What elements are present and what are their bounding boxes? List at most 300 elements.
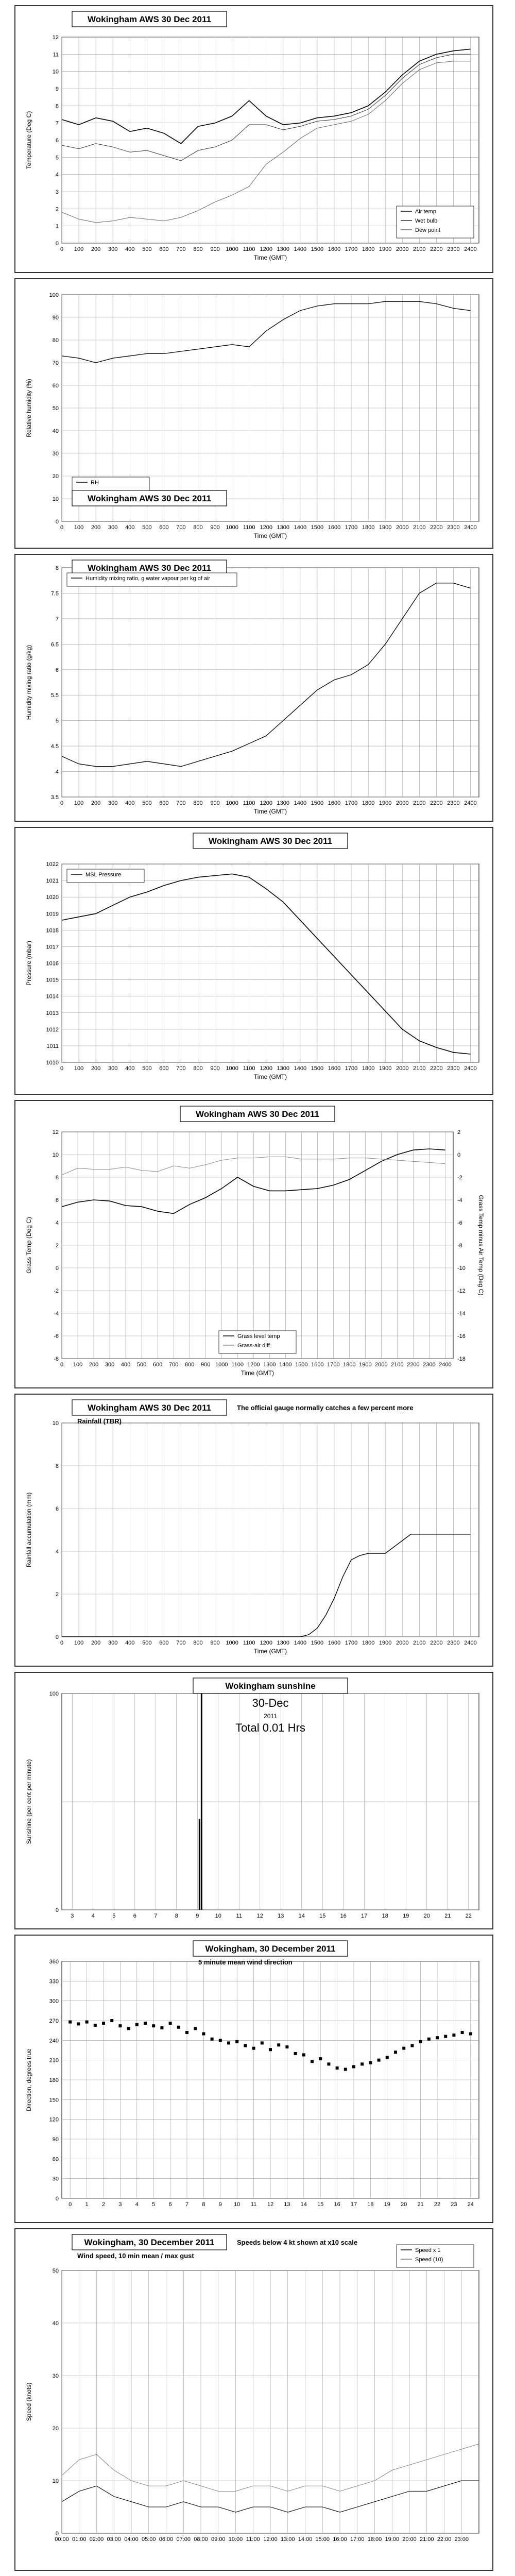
x-tick-label: 2200 [430,1640,443,1646]
x-tick-label: 700 [176,1640,186,1646]
total-label: Total 0.01 Hrs [235,1721,305,1734]
x-tick-label: 500 [136,1362,147,1368]
x-tick-label: 5 [112,1913,116,1919]
y-tick-label: 2 [55,206,59,213]
data-point [252,2047,255,2050]
legend-label: Dew point [415,227,440,233]
y-axis-label: Sunshine (per cent per minute) [25,1759,32,1844]
y-tick-label: 1020 [46,894,59,901]
x-tick-label: 900 [201,1362,211,1368]
x-tick-label: 2000 [396,800,409,806]
y-tick-label: 70 [52,360,59,366]
x-tick-label: 1400 [294,800,307,806]
x-tick-label: 1100 [243,246,255,252]
y2-tick-label: -12 [457,1288,466,1294]
chart-title: Wokingham AWS 30 Dec 2011 [88,1403,211,1413]
y-tick-label: 5 [55,155,59,161]
x-tick-label: 4 [135,2201,139,2208]
x-tick-label: 1400 [294,524,307,531]
x-tick-label: 0 [60,246,64,252]
x-tick-label: 400 [125,800,135,806]
panel-wind-direction [14,1935,493,2223]
legend-label: Grass-air diff [237,1343,270,1349]
x-tick-label: 1300 [277,1640,290,1646]
x-tick-label: 12:00 [263,2536,278,2543]
x-tick-label: 8 [202,2201,205,2208]
x-axis-label: Time (GMT) [253,254,287,261]
panel-temperature [14,5,493,273]
x-axis-label: Time (GMT) [253,1073,287,1080]
x-tick-label: 700 [176,1065,186,1072]
x-tick-label: 500 [142,246,152,252]
x-tick-label: 1100 [243,524,255,531]
x-tick-label: 1000 [226,246,238,252]
x-tick-label: 10 [234,2201,241,2208]
x-tick-label: 900 [210,524,220,531]
x-tick-label: 1600 [328,246,341,252]
x-tick-label: 300 [108,800,118,806]
y-tick-label: 50 [52,405,59,412]
x-tick-label: 1200 [260,524,272,531]
x-tick-label: 200 [91,524,101,531]
x-tick-label: 1100 [243,1640,255,1646]
x-tick-label: 19 [384,2201,390,2208]
data-point [227,2041,230,2044]
data-point [344,2068,347,2071]
y-tick-label: 270 [49,2018,59,2024]
x-tick-label: 1400 [294,1640,307,1646]
x-tick-label: 2100 [413,246,426,252]
y2-tick-label: -6 [457,1220,462,1226]
x-tick-label: 15 [319,1913,326,1919]
x-tick-label: 1000 [226,1065,238,1072]
x-tick-label: 700 [176,800,186,806]
chart-subtitle: Rainfall (TBR) [77,1417,122,1425]
data-point [110,2019,113,2022]
panel-wind-speed [14,2228,493,2571]
x-tick-label: 2200 [430,1065,443,1072]
x-tick-label: 12 [267,2201,274,2208]
data-point [68,2021,72,2024]
chart-title: Wokingham AWS 30 Dec 2011 [196,1109,319,1119]
x-tick-label: 2300 [447,246,460,252]
x-tick-label: 1900 [379,246,392,252]
x-tick-label: 700 [176,246,186,252]
x-tick-label: 06:00 [159,2536,174,2543]
x-tick-label: 300 [108,246,118,252]
x-tick-label: 900 [210,246,220,252]
x-tick-label: 1200 [260,1640,272,1646]
y2-tick-label: -8 [457,1243,462,1249]
x-tick-label: 00:00 [55,2536,69,2543]
x-tick-label: 300 [108,524,118,531]
y-axis-label: Temperature (Deg C) [25,111,32,170]
y2-tick-label: 2 [457,1129,461,1136]
chart-title: Wokingham AWS 30 Dec 2011 [209,836,332,846]
y-tick-label: 100 [49,1691,59,1697]
data-point [85,2021,89,2024]
x-tick-label: 2300 [447,524,460,531]
y-axis-label: Relative humidity (%) [25,379,32,437]
x-tick-label: 2400 [464,524,477,531]
data-point [427,2038,431,2041]
x-tick-label: 05:00 [141,2536,156,2543]
legend-box [72,477,149,490]
x-tick-label: 1100 [231,1362,244,1368]
x-tick-label: 1300 [277,246,290,252]
x-tick-label: 0 [60,1640,64,1646]
x-tick-label: 14 [300,2201,307,2208]
data-point [469,2032,472,2036]
x-tick-label: 18 [367,2201,374,2208]
x-tick-label: 800 [193,1065,203,1072]
x-tick-label: 1900 [379,524,392,531]
data-point [311,2060,314,2063]
y-tick-label: 30 [52,451,59,457]
x-tick-label: 500 [142,1640,152,1646]
x-tick-label: 1800 [362,800,375,806]
y-tick-label: 330 [49,1978,59,1985]
data-point [352,2065,355,2068]
legend-label: Humidity mixing ratio, g water vapour per kg of air [85,575,211,582]
x-tick-label: 19:00 [385,2536,400,2543]
x-tick-label: 04:00 [124,2536,139,2543]
x-tick-label: 200 [91,246,101,252]
x-tick-label: 1000 [226,800,238,806]
x-tick-label: 9 [196,1913,199,1919]
x-tick-label: 700 [168,1362,179,1368]
x-tick-label: 900 [210,1640,220,1646]
y2-tick-label: -16 [457,1333,466,1340]
chart-temperature [15,6,492,272]
y-tick-label: 7 [55,120,59,127]
x-tick-label: 10 [215,1913,221,1919]
y-tick-label: 8 [55,103,59,110]
x-tick-label: 1600 [311,1362,324,1368]
x-tick-label: 1800 [343,1362,356,1368]
x-tick-label: 600 [152,1362,163,1368]
x-tick-label: 1600 [328,800,341,806]
data-point [402,2047,405,2050]
y-tick-label: 90 [52,2137,59,2143]
y2-tick-label: -18 [457,1356,466,1362]
x-tick-label: 600 [159,1065,169,1072]
y-tick-label: 50 [52,2268,59,2274]
x-tick-label: 800 [184,1362,195,1368]
x-tick-label: 02:00 [89,2536,104,2543]
data-point [177,2026,180,2029]
y-axis-label: Grass Temp (Deg C) [25,1217,32,1274]
x-tick-label: 1600 [328,524,341,531]
y-tick-label: 0 [55,519,59,525]
x-tick-label: 6 [133,1913,136,1919]
data-point [135,2023,139,2026]
x-tick-label: 08:00 [194,2536,208,2543]
y-tick-label: 360 [49,1959,59,1965]
x-tick-label: 2100 [391,1362,404,1368]
chart-note: The official gauge normally catches a few percent more [237,1404,414,1412]
x-tick-label: 21 [444,1913,451,1919]
x-tick-label: 400 [125,246,135,252]
x-tick-label: 800 [193,524,203,531]
y-tick-label: 300 [49,1998,59,2005]
panel-mixing-ratio [14,554,493,822]
x-tick-label: 1300 [277,1065,290,1072]
x-tick-label: 100 [74,246,84,252]
x-tick-label: 100 [73,1362,83,1368]
chart-subtitle: 5 minute mean wind direction [198,1958,293,1966]
x-tick-label: 400 [121,1362,131,1368]
x-tick-label: 1500 [311,1640,324,1646]
chart-wind-speed [15,2229,492,2570]
y-tick-label: 12 [52,1129,59,1136]
data-point [102,2022,105,2025]
data-point [118,2024,122,2027]
x-tick-label: 24 [467,2201,474,2208]
x-tick-label: 600 [159,1640,169,1646]
x-tick-label: 9 [218,2201,222,2208]
x-tick-label: 0 [60,800,64,806]
x-tick-label: 300 [105,1362,115,1368]
x-tick-label: 16:00 [333,2536,347,2543]
data-point [235,2040,238,2043]
x-tick-label: 1400 [294,1065,307,1072]
y-tick-label: 11 [53,52,59,58]
x-tick-label: 2400 [439,1362,452,1368]
x-tick-label: 1500 [311,524,324,531]
x-tick-label: 1000 [226,1640,238,1646]
data-point [94,2024,97,2027]
y-tick-label: 150 [49,2097,59,2104]
y-tick-label: 4 [55,769,59,775]
y-tick-label: 6 [55,1197,59,1204]
y-tick-label: 1016 [46,960,59,967]
y-tick-label: 1017 [46,944,59,951]
y-tick-label: -2 [54,1288,59,1294]
x-tick-label: 100 [74,524,84,531]
data-point [327,2062,330,2065]
x-tick-label: 2000 [396,1065,409,1072]
x-tick-label: 11 [250,2201,257,2208]
x-tick-label: 400 [125,524,135,531]
legend-label: Air temp [415,209,436,215]
data-point [261,2041,264,2044]
x-tick-label: 1100 [243,800,255,806]
chart-pressure [15,828,492,1094]
data-point [285,2045,288,2048]
x-tick-label: 22 [434,2201,441,2208]
y-tick-label: 30 [52,2176,59,2182]
x-tick-label: 2100 [413,800,426,806]
x-tick-label: 100 [74,1640,84,1646]
y-tick-label: 2 [55,1243,59,1249]
y-tick-label: 0 [55,1265,59,1272]
x-tick-label: 600 [159,524,169,531]
y-tick-label: 3.5 [50,794,59,801]
x-tick-label: 500 [142,1065,152,1072]
y-tick-label: 80 [52,337,59,344]
y-tick-label: 1010 [46,1060,59,1066]
x-tick-label: 2100 [413,1065,426,1072]
x-tick-label: 300 [108,1640,118,1646]
data-point [202,2032,205,2036]
x-tick-label: 20 [423,1913,430,1919]
x-tick-label: 200 [91,800,101,806]
y-tick-label: 4 [55,172,59,178]
y-axis-label: Direction, degrees true [25,2048,32,2111]
y-tick-label: 10 [52,1420,59,1427]
x-axis-label: Time (GMT) [253,1648,287,1655]
x-tick-label: 0 [68,2201,72,2208]
x-tick-label: 700 [176,524,186,531]
x-tick-label: 1800 [362,246,375,252]
x-tick-label: 14:00 [298,2536,313,2543]
chart-title: Wokingham AWS 30 Dec 2011 [88,14,211,24]
chart-title: Wokingham AWS 30 Dec 2011 [88,494,211,503]
x-tick-label: 2 [101,2201,106,2208]
x-tick-label: 1700 [345,1640,358,1646]
y2-tick-label: -2 [457,1175,462,1181]
y-tick-label: 1 [55,223,59,230]
x-tick-label: 0 [60,524,64,531]
y-tick-label: 8 [55,565,59,571]
x-tick-label: 20 [401,2201,407,2208]
y-axis-label: Humidity mixing ratio (g/kg) [25,645,32,720]
x-tick-label: 1800 [362,1065,375,1072]
x-tick-label: 100 [74,800,84,806]
x-tick-label: 1400 [279,1362,292,1368]
y-tick-label: 0 [55,2196,59,2202]
x-tick-label: 0 [60,1362,64,1368]
data-point [419,2040,422,2043]
data-point [394,2050,397,2054]
y-tick-label: 5.5 [50,692,59,699]
x-tick-label: 2100 [413,1640,426,1646]
y-tick-label: 12 [52,35,59,41]
x-tick-label: 20:00 [402,2536,417,2543]
x-tick-label: 07:00 [176,2536,191,2543]
data-point [444,2035,447,2038]
chart-title: Wokingham, 30 December 2011 [84,2238,215,2247]
x-tick-label: 2400 [464,246,477,252]
y2-tick-label: -4 [457,1197,462,1204]
x-tick-label: 1600 [328,1065,341,1072]
x-tick-label: 200 [91,1065,101,1072]
chart-title: Wokingham sunshine [225,1681,316,1691]
x-tick-label: 1500 [311,1065,324,1072]
x-tick-label: 2200 [430,524,443,531]
x-tick-label: 300 [108,1065,118,1072]
y-tick-label: -4 [54,1311,59,1317]
x-tick-label: 1900 [379,1065,392,1072]
x-tick-label: 17 [361,1913,368,1919]
y2-axis-label: Grass Temp minus Air Temp (Deg C) [477,1195,485,1296]
plot-frame [62,568,479,797]
chart-rainfall [15,1395,492,1666]
x-tick-label: 14 [298,1913,305,1919]
x-tick-label: 900 [210,800,220,806]
x-tick-label: 21:00 [419,2536,434,2543]
x-tick-label: 2200 [407,1362,420,1368]
data-point [244,2044,247,2047]
y-tick-label: -6 [54,1333,59,1340]
y-tick-label: 1013 [46,1010,59,1016]
y-tick-label: 8 [55,1463,59,1469]
y-tick-label: 30 [52,2373,59,2379]
x-tick-label: 1800 [362,524,375,531]
x-tick-label: 2400 [464,1640,477,1646]
x-tick-label: 1600 [328,1640,341,1646]
x-tick-label: 2000 [396,1640,409,1646]
date-label: 30-Dec [252,1697,289,1709]
y-tick-label: 120 [49,2116,59,2123]
x-tick-label: 2400 [464,1065,477,1072]
x-tick-label: 16 [334,2201,340,2208]
y-tick-label: 1019 [46,911,59,918]
data-point [336,2066,339,2070]
data-point [319,2057,322,2060]
x-tick-label: 400 [125,1640,135,1646]
x-tick-label: 1700 [345,246,358,252]
data-point [144,2022,147,2025]
x-tick-label: 1300 [277,800,290,806]
x-tick-label: 200 [91,1640,101,1646]
x-tick-label: 17:00 [350,2536,365,2543]
x-tick-label: 800 [193,1640,203,1646]
y-tick-label: 6 [55,138,59,144]
x-tick-label: 19 [403,1913,409,1919]
x-tick-label: 1400 [294,246,307,252]
x-tick-label: 2300 [423,1362,436,1368]
data-point [160,2026,163,2029]
x-tick-label: 1200 [247,1362,260,1368]
x-tick-label: 1200 [260,800,272,806]
data-point [219,2039,222,2042]
x-tick-label: 1900 [359,1362,372,1368]
y-tick-label: 1014 [46,993,59,1000]
x-tick-label: 1900 [379,1640,392,1646]
x-tick-label: 3 [71,1913,74,1919]
x-tick-label: 18 [382,1913,388,1919]
x-tick-label: 1500 [311,800,324,806]
x-tick-label: 500 [142,524,152,531]
x-axis-label: Time (GMT) [241,1369,274,1377]
data-point [410,2044,414,2047]
y-tick-label: 7.5 [50,590,59,597]
x-tick-label: 1800 [362,1640,375,1646]
y-tick-label: 1018 [46,927,59,934]
data-point [302,2053,305,2056]
year-label: 2011 [264,1713,277,1720]
y-tick-label: 1012 [46,1026,59,1033]
x-tick-label: 1300 [263,1362,276,1368]
x-tick-label: 1700 [345,524,358,531]
panel-sunshine [14,1672,493,1929]
legend-label: Wet bulb [415,218,438,224]
x-tick-label: 2200 [430,800,443,806]
x-tick-label: 5 [152,2201,156,2208]
chart-wind-direction [15,1936,492,2222]
y-tick-label: 1011 [46,1043,59,1049]
y-tick-label: 40 [52,428,59,434]
y-tick-label: 9 [55,86,59,92]
y-tick-label: 3 [55,189,59,195]
x-tick-label: 12 [256,1913,263,1919]
data-point [369,2061,372,2064]
x-tick-label: 8 [175,1913,178,1919]
y-tick-label: 6 [55,1506,59,1512]
data-bar [199,1819,200,1910]
